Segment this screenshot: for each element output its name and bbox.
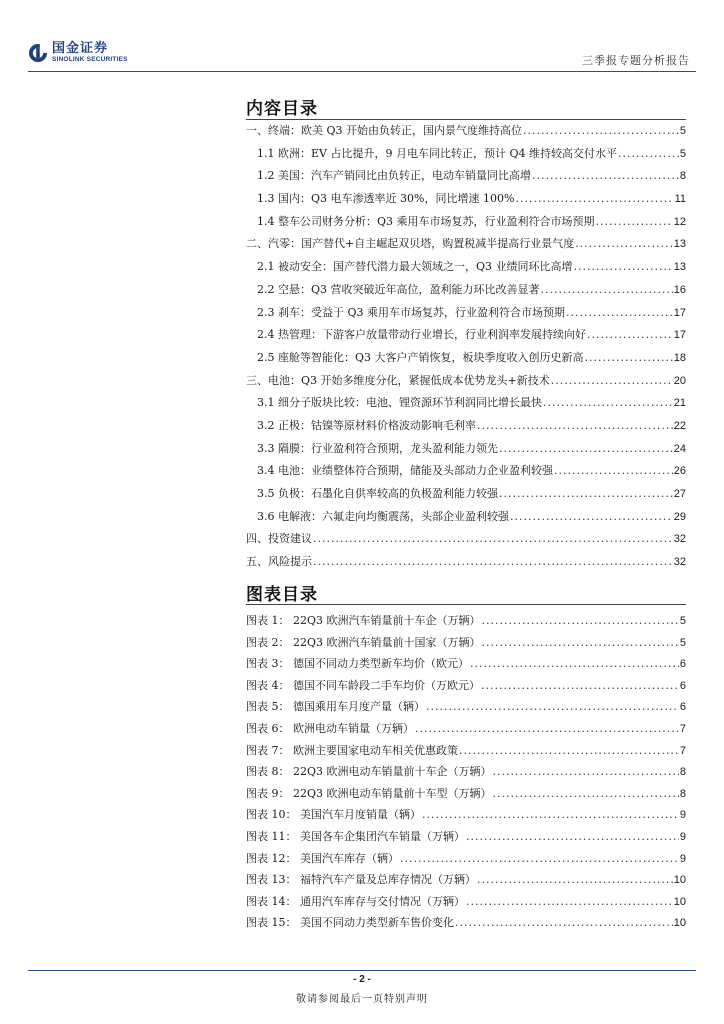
figures-title: 图表目录 bbox=[246, 585, 318, 605]
toc-entry[interactable]: 一、终端：欧美 Q3 开始由负转正，国内景气度维持高位 ..... 5 bbox=[246, 120, 686, 143]
toc-entry[interactable]: 3.6 电解液：六氟走向均衡震荡，头部企业盈利较强 ..... 29 bbox=[246, 506, 686, 529]
figures-title-divider bbox=[246, 604, 686, 605]
logo-en-text: SINOLINK SECURITIES bbox=[52, 56, 128, 63]
report-type-label: 三季报专题分析报告 bbox=[582, 54, 690, 67]
list-of-figures bbox=[246, 610, 686, 934]
figure-entry[interactable]: 图表 1： 22Q3 欧洲汽车销量前十车企（万辆） ..... 5 bbox=[246, 610, 686, 632]
figure-entry[interactable]: 图表 3： 德国不同动力类型新车均价（欧元） ..... 6 bbox=[246, 653, 686, 675]
footer-divider bbox=[28, 970, 696, 971]
toc-entry[interactable]: 1.3 国内：Q3 电车渗透率近 30%，同比增速 100% ..... 11 bbox=[246, 188, 686, 211]
toc-entry[interactable]: 2.4 热管理：下游客户放量带动行业增长，行业利润率发展持续向好 ..... 17 bbox=[246, 324, 686, 347]
company-logo bbox=[28, 42, 128, 64]
toc-entry[interactable]: 五、风险提示 ..... 32 bbox=[246, 551, 686, 574]
figure-entry[interactable]: 图表 8： 22Q3 欧洲电动车销量前十车企（万辆） ..... 8 bbox=[246, 761, 686, 783]
toc-entry[interactable]: 二、汽零：国产替代+自主崛起双贝塔，购置税减半提高行业景气度 ..... 13 bbox=[246, 233, 686, 256]
header-divider bbox=[28, 71, 696, 72]
figure-entry[interactable]: 图表 6： 欧洲电动车销量（万辆） ..... 7 bbox=[246, 718, 686, 740]
toc-entry[interactable]: 3.4 电池：业绩整体符合预期，储能及头部动力企业盈利较强 ..... 26 bbox=[246, 460, 686, 483]
figure-entry[interactable]: 图表 2： 22Q3 欧洲汽车销量前十国家（万辆） ..... 5 bbox=[246, 632, 686, 654]
toc-entry[interactable]: 3.1 细分子版块比较：电池、锂资源环节利润同比增长最快 ..... 21 bbox=[246, 392, 686, 415]
toc-entry[interactable]: 1.1 欧洲：EV 占比提升，9 月电车同比转正，预计 Q4 维持较高交付水平 ..... 5 bbox=[246, 143, 686, 166]
figure-entry[interactable]: 图表 10： 美国汽车月度销量（辆） ..... 9 bbox=[246, 804, 686, 826]
figure-entry[interactable]: 图表 5： 德国乘用车月度产量（辆） ..... 6 bbox=[246, 696, 686, 718]
toc-entry[interactable]: 2.2 空悬：Q3 营收突破近年高位，盈利能力环比改善显著 ..... 16 bbox=[246, 279, 686, 302]
toc-entry[interactable]: 3.2 正极：钴镍等原材料价格波动影响毛利率 ..... 22 bbox=[246, 415, 686, 438]
toc-entry[interactable]: 三、电池：Q3 开始多维度分化，紧握低成本优势龙头+新技术 ..... 20 bbox=[246, 370, 686, 393]
logo-cn-text: 国金证券 bbox=[52, 41, 109, 56]
figure-entry[interactable]: 图表 14： 通用汽车库存与交付情况（万辆） ..... 10 bbox=[246, 891, 686, 913]
toc-entry[interactable]: 1.4 整车公司财务分析：Q3 乘用车市场复苏，行业盈利符合市场预期 ..... 12 bbox=[246, 211, 686, 234]
page-header bbox=[28, 38, 696, 70]
figure-entry[interactable]: 图表 11： 美国各车企集团汽车销量（万辆） ..... 9 bbox=[246, 826, 686, 848]
table-of-contents bbox=[246, 120, 686, 574]
page-number: - 2 - bbox=[353, 974, 371, 985]
toc-entry[interactable]: 3.3 隔膜：行业盈利符合预期，龙头盈利能力领先 ..... 24 bbox=[246, 438, 686, 461]
figure-entry[interactable]: 图表 13： 福特汽车产量及总库存情况（万辆） ..... 10 bbox=[246, 869, 686, 891]
figure-entry[interactable]: 图表 15： 美国不同动力类型新车售价变化 ..... 10 bbox=[246, 912, 686, 934]
toc-entry[interactable]: 2.3 刹车：受益于 Q3 乘用车市场复苏，行业盈利符合市场预期 ..... 17 bbox=[246, 302, 686, 325]
toc-entry[interactable]: 3.5 负极：石墨化自供率较高的负极盈利能力较强 ..... 27 bbox=[246, 483, 686, 506]
figure-entry[interactable]: 图表 4： 德国不同车龄段二手车均价（万欧元） ..... 6 bbox=[246, 675, 686, 697]
figure-entry[interactable]: 图表 7： 欧洲主要国家电动车相关优惠政策 ..... 7 bbox=[246, 740, 686, 762]
figure-entry[interactable]: 图表 9： 22Q3 欧洲电动车销量前十车型（万辆） ..... 8 bbox=[246, 783, 686, 805]
figure-entry[interactable]: 图表 12： 美国汽车库存（辆） ..... 9 bbox=[246, 848, 686, 870]
footer-disclaimer: 敬请参阅最后一页特别声明 bbox=[296, 994, 428, 1005]
logo-mark-icon bbox=[28, 43, 48, 63]
toc-entry[interactable]: 1.2 美国：汽车产销同比由负转正，电动车销量同比高增 ..... 8 bbox=[246, 165, 686, 188]
toc-title: 内容目录 bbox=[246, 99, 318, 119]
toc-entry[interactable]: 2.1 被动安全：国产替代潜力最大领域之一，Q3 业绩同环比高增 ..... 13 bbox=[246, 256, 686, 279]
toc-entry[interactable]: 四、投资建议 ..... 32 bbox=[246, 528, 686, 551]
toc-entry[interactable]: 2.5 座舱等智能化：Q3 大客户产销恢复，板块季度收入创历史新高 ..... 18 bbox=[246, 347, 686, 370]
